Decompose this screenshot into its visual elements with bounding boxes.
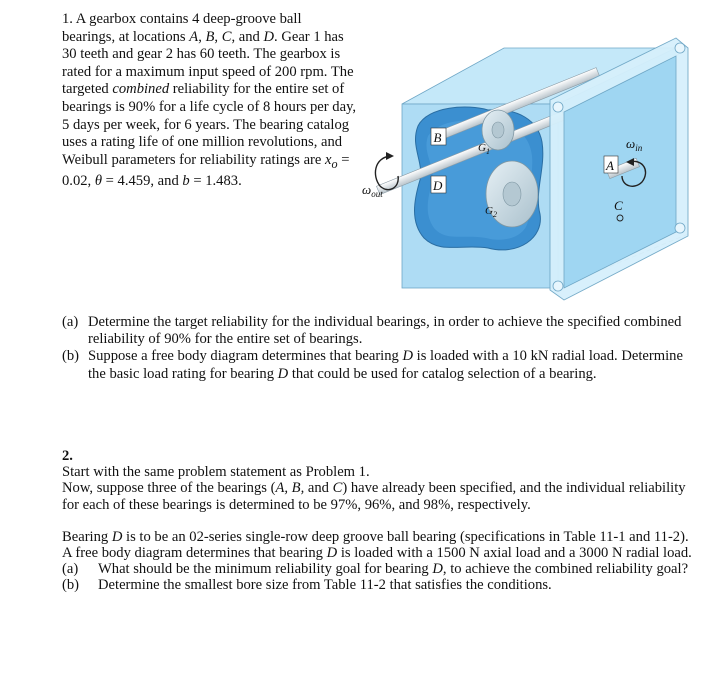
problem-number: 1.	[62, 11, 73, 27]
flange-bolt	[553, 281, 563, 291]
b-symbol: b	[182, 173, 190, 190]
problem-2-line2: Now, suppose three of the bearings (A, B, and C) have already been specified, and the individual reliability for each of these bearings is determined to be 97%, 96%, and 98%, respectively.	[62, 480, 686, 513]
target-suffix: reliability for the entire set of bearings is 90% for a life cycle of 8 hours per day, 5 days per week, for 6 years.	[62, 81, 357, 133]
gear-g2-hub	[503, 182, 521, 206]
catalog-sentence: The bearing catalog uses a rating life of one million revolutions, and Weibull parameters for reliability ratings are	[62, 116, 350, 168]
part-a-label: (a)	[62, 314, 79, 330]
omega-out-label: $\omega_{out}$	[362, 182, 383, 199]
part-b-label: (b)	[62, 348, 80, 365]
part-a	[62, 314, 692, 348]
gear-g1-hub	[492, 122, 504, 138]
problem-1-statement: 1. A gearbox contains 4 deep-groove ball bearings, at locations A, B, C, and D. Gear 1 has 30 teeth and gear 2 has 60 teeth. The gearbox is rated for a maximum input speed of 200 rpm. The targeted combined reliability for the entire set of bearings is 90% for a life cycle of 8 hours per day, 5 days per week, for 6 years. The bearing catalog uses a rating life of one million revolutions, and Weibull parameters for reliability ratings are $x_o = 0.02$, θ = 4.459, and b = 1.483.	[62, 11, 357, 190]
problem-2-part-a-text: What should be the minimum reliability goal for bearing D, to achieve the combined reliability goal?	[98, 561, 689, 578]
location-d: D	[263, 28, 275, 45]
problem-2-part-b-label: (b)	[62, 577, 80, 594]
x0-symbol: x	[325, 151, 332, 168]
problem-2-part-b-text: Determine the smallest bore size from Table 11-2 that satisfies the conditions.	[98, 577, 552, 594]
problem-2-part-a-label: (a)	[62, 561, 79, 578]
part-b	[62, 348, 692, 382]
location-a: A	[189, 28, 199, 45]
flange-bolt	[553, 102, 563, 112]
problem-2-part-b	[62, 577, 692, 593]
intro-text: A gearbox contains 4 deep-groove ball bearings, at locations	[62, 11, 302, 45]
and-b: and	[154, 173, 183, 190]
flange-bolt	[675, 223, 685, 233]
gear-g2-label: $G_2$	[485, 205, 497, 219]
x0-sub: o	[331, 156, 338, 171]
gear-g1-label: $G_1$	[478, 142, 490, 156]
theta-symbol: θ	[94, 173, 103, 190]
omega-out-arrowhead	[386, 152, 394, 160]
gearbox-figure	[358, 8, 698, 306]
gear-sentence: Gear 1 has 30 teeth and gear 2 has 60 teeth.	[62, 28, 344, 63]
b-value: = 1.483.	[189, 173, 242, 190]
problem-2-paragraph2: Bearing D is to be an 02-series single-row deep groove ball bearing (specifications in Table 11-1 and 11-2). A free body diagram determines that bearing D is loaded with a 1500 N axial load and a 3000 N radial load.	[62, 528, 692, 562]
omega-in-label: $\omega_{in}$	[626, 136, 643, 153]
location-b: B	[205, 28, 215, 45]
bearing-d-label: D	[433, 178, 443, 193]
theta-value: = 4.459,	[102, 173, 155, 190]
problem-1-parts	[62, 314, 692, 383]
problem-2-number: 2.	[62, 448, 73, 464]
problem-2-line1: Start with the same problem statement as Problem 1.	[62, 464, 370, 481]
location-c: C	[221, 28, 232, 45]
rating-sentence: The gearbox is rated for a maximum input speed of 200 rpm.	[62, 46, 341, 80]
bearing-c-label: C	[614, 198, 623, 213]
target-emph: combined	[112, 81, 170, 98]
target-prefix: The targeted	[62, 63, 354, 98]
flange-bolt	[675, 43, 685, 53]
bearing-a-label: A	[606, 158, 614, 173]
part-b-text: Suppose a free body diagram determines that bearing D is loaded with a 10 kN radial load. Determine the basic load rating for bearing D that could be used for catalog selection of a bearing.	[88, 348, 683, 382]
problem-2-statement	[62, 448, 692, 594]
bearing-b-label: B	[433, 130, 442, 145]
part-a-text: Determine the target reliability for the individual bearings, in order to achieve the specified combined reliability of 90% for the entire set of bearings.	[88, 314, 682, 348]
problem-2-part-a	[62, 561, 692, 577]
x0-value: = 0.02,	[62, 151, 350, 190]
